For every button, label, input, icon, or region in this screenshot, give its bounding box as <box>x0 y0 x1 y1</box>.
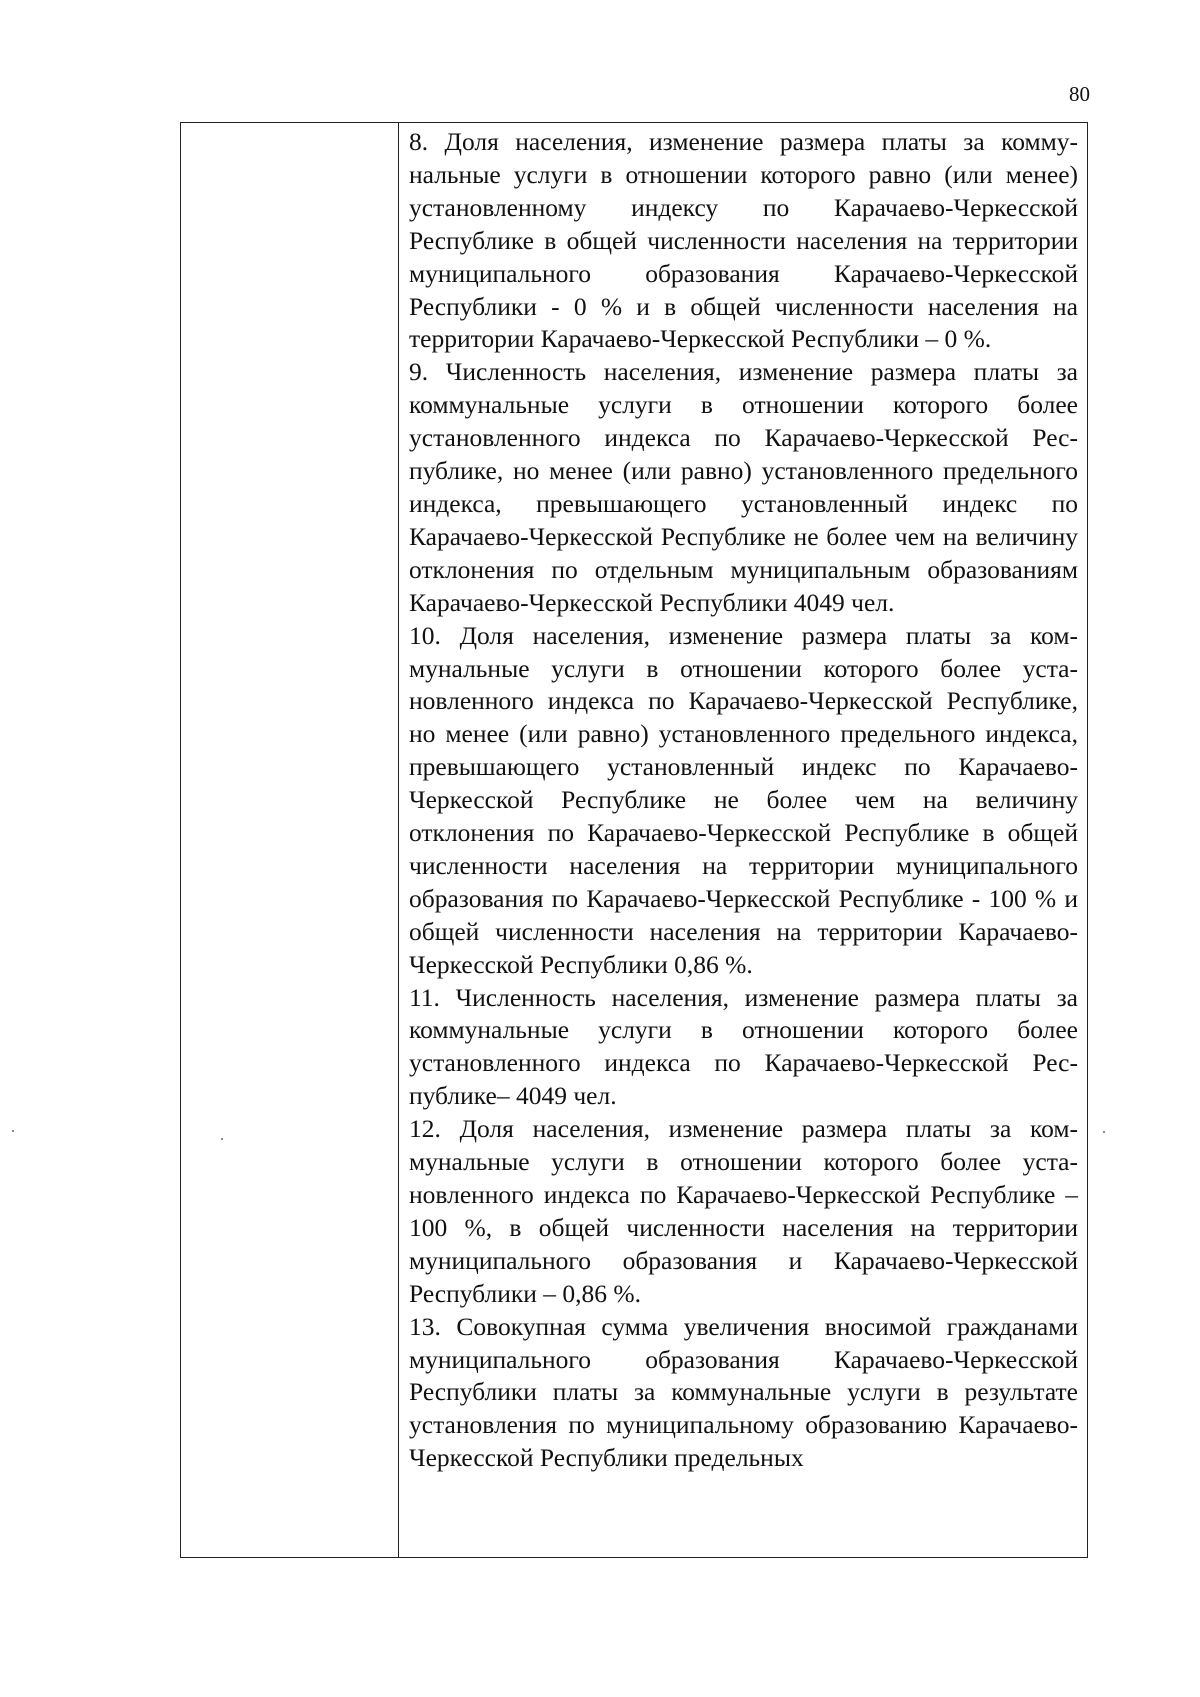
scan-speck <box>221 1138 223 1140</box>
table-left-cell <box>181 123 399 1557</box>
indicator-item-10: 10. Доля населения, изменение размера платы за коммунальные услуги в отношении которого более установленного индекса по Карачаево-Черкесской Республике, но менее (или равно) установленного предельного индекса, превышающего установленный индекс по Карачаево-Черкесской Республике не более чем на величину отклонения по Карачаево-Черкесской Республике в общей численности населения на территории муниципального образования по Карачаево-Черкесской Республике - 100 % и общей численности населения на территории Карачаево-Черкесской Республики 0,86 %. <box>409 620 1078 979</box>
scan-speck <box>1103 1131 1105 1133</box>
indicator-item-13: 13. Совокупная сумма увеличения вносимой гражданами муниципального образования Карачаево-Черкесской Республики платы за коммунальные услуги в результате установления по муниципальному образованию Карачаево-Черкесской Республики предельных <box>409 1311 1078 1473</box>
indicator-item-12: 12. Доля населения, изменение размера платы за коммунальные услуги в отношении которого более установленного индекса по Карачаево-Черкесской Республике – 100 %, в общей численности населения на территории муниципального образования и Карачаево-Черкесской Республики – 0,86 %. <box>409 1114 1078 1308</box>
indicator-item-11: 11. Численность населения, изменение размера платы за коммунальные услуги в отношении которого более установленного индекса по Карачаево-Черкесской Республике– 4049 чел. <box>409 982 1078 1111</box>
indicator-item-8: 8. Доля населения, изменение размера платы за коммунальные услуги в отношении которого равно (или менее) установленному индексу по Карачаево-Черкесской Республике в общей численности населения на территории муниципального образования Карачаево-Черкесской Республики - 0 % и в общей численности населения на территории Карачаево-Черкесской Республики – 0 %. <box>409 127 1078 354</box>
document-table <box>180 122 1088 1558</box>
page-number: 80 <box>1069 82 1090 106</box>
table-right-cell <box>399 123 1087 1557</box>
indicator-item-9: 9. Численность населения, изменение размера платы за коммунальные услуги в отношении которого более установленного индекса по Карачаево-Черкесской Республике, но менее (или равно) установленного предельного индекса, превышающего установленный индекс по Карачаево-Черкесской Республике не более чем на величину отклонения по отдельным муниципальным образованиям Карачаево-Черкесской Республики 4049 чел. <box>409 357 1078 617</box>
scan-speck <box>12 1130 14 1132</box>
